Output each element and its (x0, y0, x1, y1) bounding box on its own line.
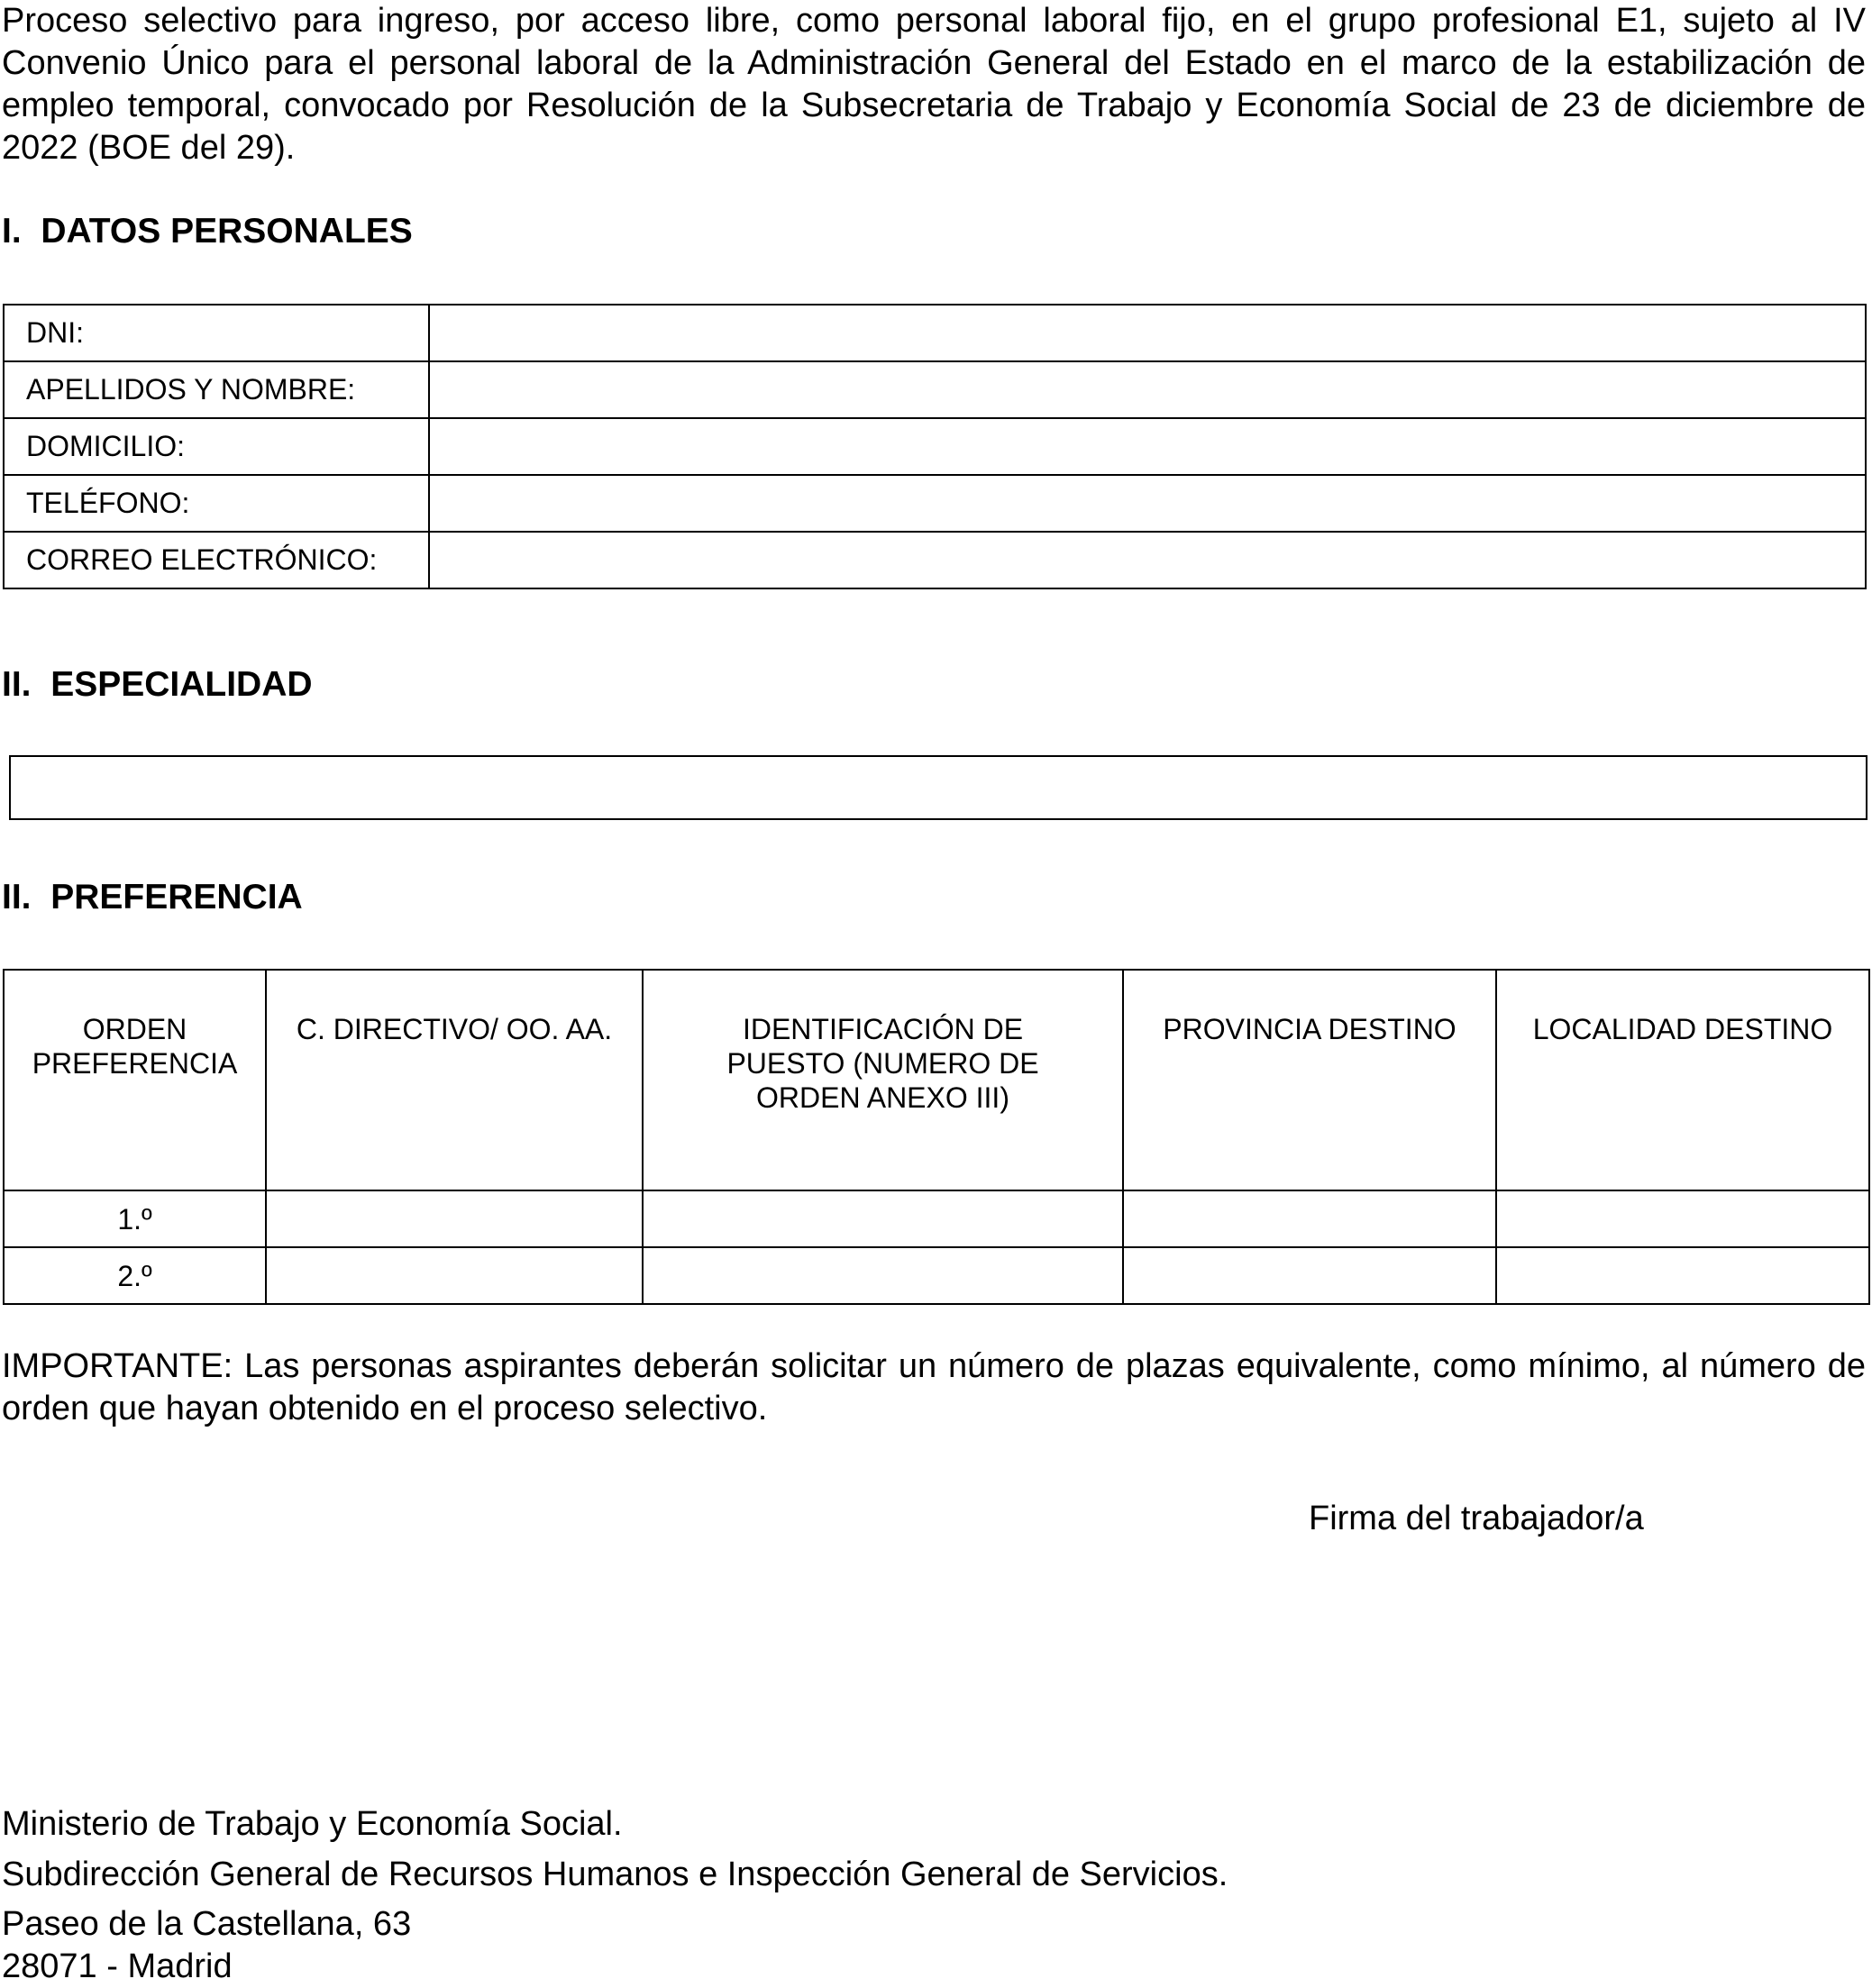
section-title: ESPECIALIDAD (50, 665, 313, 704)
importante-note: IMPORTANTE: Las personas aspirantes deberán solicitar un número de plazas equivalente, como mínimo, al número de orden que hayan obtenido en el proceso selectivo. (2, 1347, 1866, 1427)
signature-label: Firma del trabajador/a (1309, 1500, 1644, 1537)
intro-paragraph: Proceso selectivo para ingreso, por acceso libre, como personal laboral fijo, en el grupo profesional E1, sujeto al IV Convenio Único para el personal laboral de la Administración General del Estado en el marco de la estabilización de empleo temporal, convocado por Resolución de la Subsecretaria de Trabajo y Economía Social de 23 de diciembre de 2022 (BOE del 29). (2, 2, 1866, 167)
footer-address: Paseo de la Castellana, 63 (2, 1905, 412, 1943)
personal-data-table (3, 304, 1867, 589)
header-directivo-text: C. DIRECTIVO/ OO. AA. (296, 1013, 613, 1045)
section-heading-datos-personales (2, 211, 413, 252)
section-number: II. (2, 878, 32, 916)
section-title: PREFERENCIA (50, 878, 303, 916)
preference-header-row (4, 970, 1869, 1190)
header-orden-text: ORDEN PREFERENCIA (32, 1013, 238, 1080)
footer-subdirection: Subdirección General de Recursos Humanos e Inspección General de Servicios. (2, 1856, 1228, 1893)
email-field[interactable] (429, 532, 1866, 588)
puesto-cell[interactable] (643, 1190, 1123, 1247)
personal-row-phone (4, 475, 1866, 532)
section-number: I. (2, 212, 22, 251)
section-title: DATOS PERSONALES (41, 212, 413, 251)
preference-table (3, 969, 1870, 1305)
header-localidad (1496, 970, 1869, 1190)
phone-field[interactable] (429, 475, 1866, 532)
localidad-cell[interactable] (1496, 1247, 1869, 1304)
header-puesto-text: IDENTIFICACIÓN DE PUESTO (NUMERO DE ORDEN ANEXO III) (726, 1013, 1039, 1114)
header-localidad-text: LOCALIDAD DESTINO (1532, 1013, 1833, 1045)
personal-row-dni (4, 305, 1866, 361)
directivo-cell[interactable] (266, 1190, 643, 1247)
puesto-cell[interactable] (643, 1247, 1123, 1304)
header-directivo (266, 970, 643, 1190)
footer-ministry: Ministerio de Trabajo y Economía Social. (2, 1805, 623, 1843)
header-puesto (643, 970, 1123, 1190)
preference-row-2 (4, 1247, 1869, 1304)
name-field[interactable] (429, 361, 1866, 418)
localidad-cell[interactable] (1496, 1190, 1869, 1247)
name-label: APELLIDOS Y NOMBRE: (4, 361, 429, 418)
section-heading-preferencia (2, 877, 303, 918)
provincia-cell[interactable] (1123, 1247, 1496, 1304)
header-provincia (1123, 970, 1496, 1190)
preference-row-1 (4, 1190, 1869, 1247)
phone-label: TELÉFONO: (4, 475, 429, 532)
address-field[interactable] (429, 418, 1866, 475)
header-orden (4, 970, 266, 1190)
order-cell: 2.º (4, 1247, 266, 1304)
personal-row-name (4, 361, 1866, 418)
address-label: DOMICILIO: (4, 418, 429, 475)
section-heading-especialidad (2, 664, 313, 706)
email-label: CORREO ELECTRÓNICO: (4, 532, 429, 588)
order-cell: 1.º (4, 1190, 266, 1247)
footer-postal-city: 28071 - Madrid (2, 1947, 233, 1985)
personal-row-address (4, 418, 1866, 475)
directivo-cell[interactable] (266, 1247, 643, 1304)
header-provincia-text: PROVINCIA DESTINO (1163, 1013, 1457, 1045)
provincia-cell[interactable] (1123, 1190, 1496, 1247)
section-number: II. (2, 665, 32, 704)
dni-label: DNI: (4, 305, 429, 361)
especialidad-field[interactable] (9, 755, 1867, 820)
dni-field[interactable] (429, 305, 1866, 361)
personal-row-email (4, 532, 1866, 588)
